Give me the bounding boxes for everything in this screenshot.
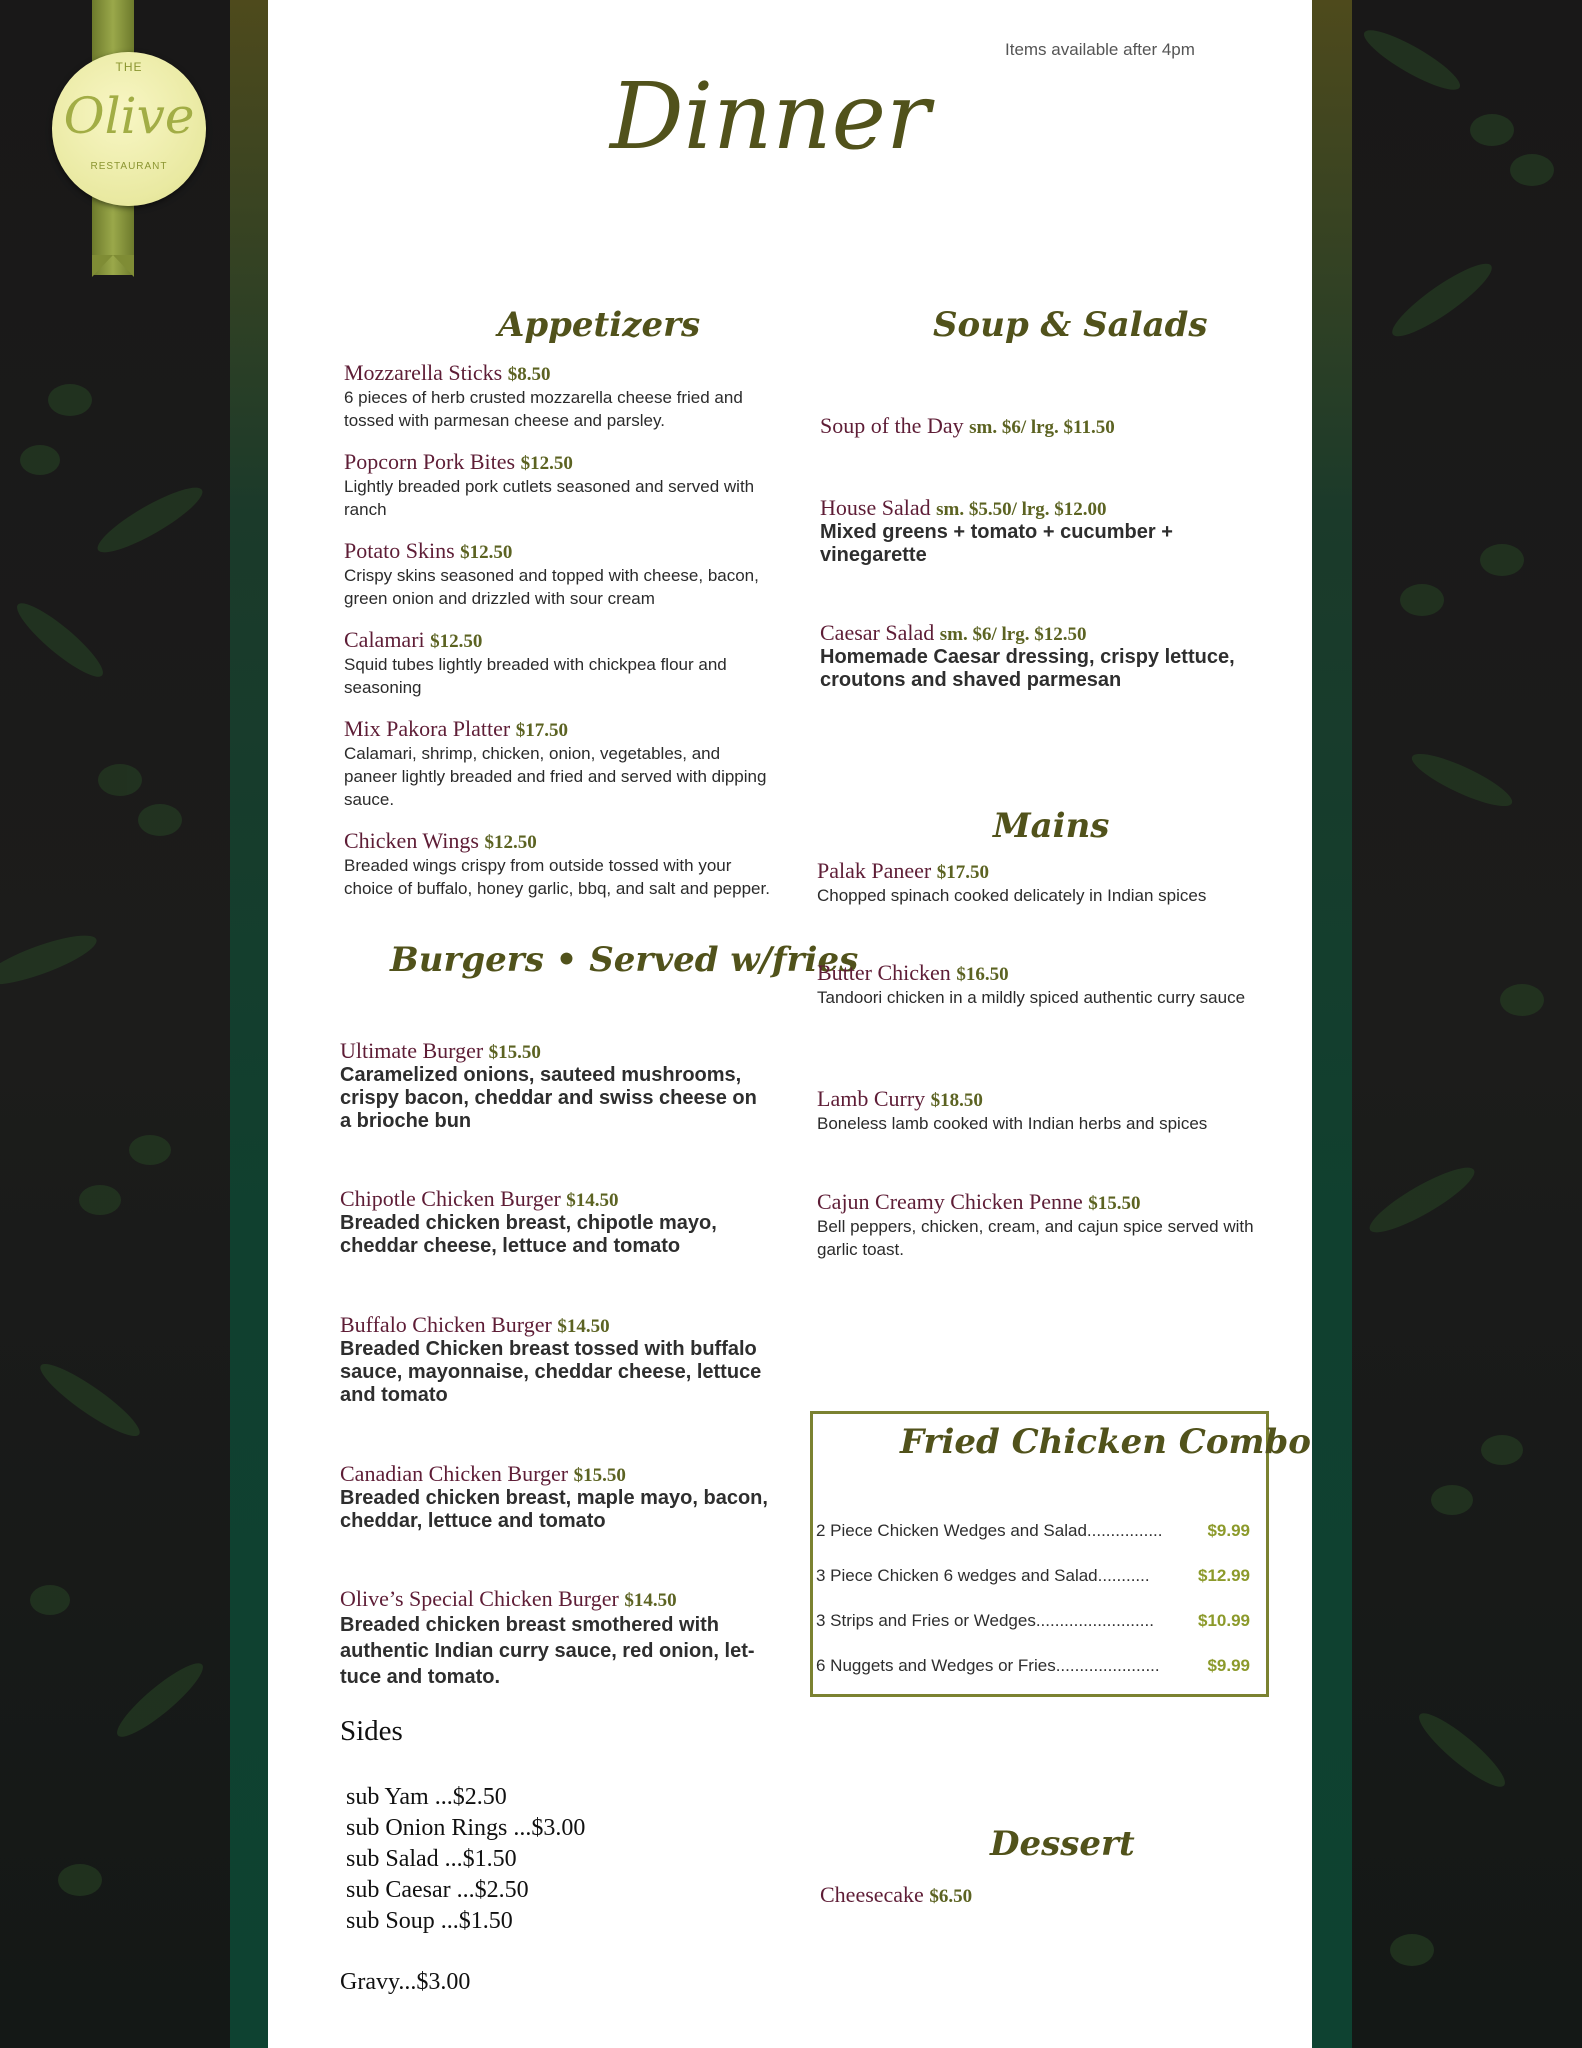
- item-name: Cheesecake: [820, 1882, 924, 1907]
- menu-item: [344, 828, 774, 900]
- item-description: Boneless lamb cooked with Indian herbs and spices: [817, 1114, 1208, 1133]
- side-item: sub Caesar ...$2.50: [346, 1877, 529, 1903]
- item-description: Breaded Chicken breast tossed with buffalo sauce, mayonnaise, cheddar cheese, lettuce and tomato: [340, 1338, 762, 1406]
- item-name-line: [817, 1189, 1257, 1215]
- item-name-line: [344, 716, 774, 742]
- item-name-line: [344, 360, 774, 386]
- item-description: Crispy skins seasoned and topped with cheese, bacon, green onion and drizzled with sour cream: [344, 566, 759, 608]
- item-name-line: [820, 620, 1240, 646]
- menu-item: [340, 1312, 770, 1407]
- combo-label: 6 Nuggets and Wedges or Fries......................: [816, 1656, 1160, 1675]
- page-title: Dinner: [609, 63, 931, 170]
- combo-label: 3 Piece Chicken 6 wedges and Salad...........: [816, 1566, 1150, 1585]
- item-description: Calamari, shrimp, chicken, onion, vegetables, and paneer lightly breaded and fried and served with dipping sauce.: [344, 744, 767, 809]
- item-name-line: [340, 1586, 760, 1612]
- side-item: sub Onion Rings ...$3.00: [346, 1815, 586, 1841]
- item-name-line: [820, 1882, 1120, 1908]
- combo-price: $9.99: [1207, 1521, 1250, 1540]
- soup-salads-heading: Soup & Salads: [933, 305, 1208, 345]
- item-name-line: [817, 960, 1247, 986]
- menu-item: [344, 716, 774, 811]
- item-name: Mozzarella Sticks: [344, 360, 503, 385]
- item-name-line: [820, 495, 1230, 521]
- mains-heading: Mains: [993, 806, 1110, 846]
- item-price: $17.50: [936, 862, 989, 883]
- item-name: Ultimate Burger: [340, 1038, 484, 1063]
- item-description: Mixed greens + tomato + cucumber + vinegarette: [820, 521, 1173, 566]
- left-green-stripe: [230, 0, 268, 2048]
- menu-item: [817, 960, 1247, 1009]
- item-description: Homemade Caesar dressing, crispy lettuce, croutons and shaved parmesan: [820, 646, 1235, 691]
- item-price: $8.50: [507, 364, 551, 385]
- item-name: Caesar Salad: [820, 620, 935, 645]
- sides-heading: Sides: [340, 1715, 403, 1747]
- item-name: Calamari: [344, 627, 425, 652]
- item-price: $15.50: [488, 1042, 541, 1063]
- burgers-heading: Burgers • Served w/fries: [390, 940, 859, 980]
- menu-item: [344, 449, 774, 521]
- item-name: Lamb Curry: [817, 1086, 926, 1111]
- item-name: Buffalo Chicken Burger: [340, 1312, 552, 1337]
- combo-label: 2 Piece Chicken Wedges and Salad................: [816, 1521, 1163, 1540]
- combo-row: [816, 1521, 1250, 1541]
- item-name: Butter Chicken: [817, 960, 951, 985]
- item-name: Olive’s Special Chicken Burger: [340, 1586, 619, 1611]
- item-price: $12.50: [460, 542, 513, 563]
- menu-item: [820, 620, 1240, 692]
- combo-price: $12.99: [1198, 1566, 1250, 1585]
- right-green-stripe: [1312, 0, 1352, 2048]
- side-item: sub Yam ...$2.50: [346, 1784, 507, 1810]
- item-name-line: [340, 1038, 770, 1064]
- logo-top-text: THE: [115, 60, 143, 74]
- item-name-line: [344, 538, 774, 564]
- item-price: $14.50: [557, 1316, 610, 1337]
- combo-price: $9.99: [1207, 1656, 1250, 1675]
- menu-item: [817, 858, 1257, 907]
- item-name: Potato Skins: [344, 538, 455, 563]
- background-left-panel: [0, 0, 230, 2048]
- item-name-line: [344, 449, 774, 475]
- item-name: Palak Paneer: [817, 858, 932, 883]
- olive-branch-pattern-left: [0, 0, 230, 2048]
- menu-item: [817, 1189, 1257, 1261]
- item-description: 6 pieces of herb crusted mozzarella cheese fried and tossed with parmesan cheese and parsley.: [344, 388, 743, 430]
- menu-item: [817, 1086, 1257, 1135]
- menu-item: [340, 1186, 770, 1258]
- menu-item: [340, 1461, 770, 1533]
- item-description: Breaded wings crispy from outside tossed with your choice of buffalo, honey garlic, bbq, and salt and pepper.: [344, 856, 770, 898]
- item-price: sm. $5.50/ lrg. $12.00: [936, 499, 1107, 520]
- item-name: Cajun Creamy Chicken Penne: [817, 1189, 1083, 1214]
- appetizers-heading: Appetizers: [498, 305, 701, 345]
- item-price: $14.50: [566, 1190, 619, 1211]
- item-name-line: [340, 1461, 770, 1487]
- item-description: Squid tubes lightly breaded with chickpea flour and seasoning: [344, 655, 727, 697]
- item-description: Tandoori chicken in a mildly spiced authentic curry sauce: [817, 988, 1246, 1007]
- item-price: $18.50: [930, 1090, 983, 1111]
- item-price: $14.50: [624, 1590, 677, 1611]
- item-name-line: [340, 1312, 770, 1338]
- item-description: Caramelized onions, sauteed mushrooms, crispy bacon, cheddar and swiss cheese on a brioche bun: [340, 1064, 757, 1132]
- item-name: Mix Pakora Platter: [344, 716, 511, 741]
- combo-row: [816, 1656, 1250, 1676]
- menu-item: [820, 1882, 1120, 1908]
- side-item: sub Soup ...$1.50: [346, 1908, 513, 1934]
- item-description: Breaded chicken breast smothered with authentic Indian curry sauce, red onion, let-tuce and tomato.: [340, 1614, 755, 1688]
- item-description: Breaded chicken breast, maple mayo, bacon, cheddar, lettuce and tomato: [340, 1487, 768, 1532]
- item-price: sm. $6/ lrg. $12.50: [939, 624, 1087, 645]
- menu-item: [344, 627, 774, 699]
- item-name-line: [817, 858, 1257, 884]
- menu-item: [340, 1038, 770, 1133]
- menu-item: [344, 360, 774, 432]
- item-price: $12.50: [430, 631, 483, 652]
- combo-price: $10.99: [1198, 1611, 1250, 1630]
- item-name-line: [344, 627, 774, 653]
- item-name-line: [344, 828, 774, 854]
- item-name-line: [820, 413, 1240, 439]
- item-name: Chipotle Chicken Burger: [340, 1186, 561, 1211]
- logo-word: Olive: [63, 87, 195, 145]
- item-description: Lightly breaded pork cutlets seasoned and served with ranch: [344, 477, 755, 519]
- item-price: $15.50: [1088, 1193, 1141, 1214]
- combo-heading: Fried Chicken Combo: [900, 1422, 1311, 1462]
- olive-branch-pattern-right: [1352, 0, 1582, 2048]
- background-right-panel: [1352, 0, 1582, 2048]
- item-description: Bell peppers, chicken, cream, and cajun spice served with garlic toast.: [817, 1217, 1254, 1259]
- item-name: Chicken Wings: [344, 828, 479, 853]
- availability-note: Items available after 4pm: [1005, 40, 1195, 59]
- menu-item: [820, 495, 1230, 567]
- item-price: $12.50: [520, 453, 573, 474]
- menu-item: [344, 538, 774, 610]
- combo-row: [816, 1566, 1250, 1586]
- item-description: Chopped spinach cooked delicately in Indian spices: [817, 886, 1207, 905]
- menu-item: [820, 413, 1240, 439]
- item-price: sm. $6/ lrg. $11.50: [969, 417, 1115, 438]
- menu-item: [340, 1586, 760, 1690]
- item-name: House Salad: [820, 495, 931, 520]
- item-name: Popcorn Pork Bites: [344, 449, 516, 474]
- item-price: $15.50: [573, 1465, 626, 1486]
- item-name: Canadian Chicken Burger: [340, 1461, 569, 1486]
- item-description: Breaded chicken breast, chipotle mayo, cheddar cheese, lettuce and tomato: [340, 1212, 717, 1257]
- logo-bottom-text: RESTAURANT: [90, 161, 168, 172]
- combo-row: [816, 1611, 1250, 1631]
- side-item: sub Salad ...$1.50: [346, 1846, 517, 1872]
- gravy-item: Gravy...$3.00: [340, 1969, 471, 1995]
- item-price: $17.50: [515, 720, 568, 741]
- item-price: $6.50: [929, 1886, 973, 1907]
- item-name: Soup of the Day: [820, 413, 964, 438]
- combo-label: 3 Strips and Fries or Wedges.........................: [816, 1611, 1154, 1630]
- item-price: $12.50: [484, 832, 537, 853]
- logo-ribbon-tail: [92, 255, 134, 277]
- item-name-line: [340, 1186, 770, 1212]
- item-name-line: [817, 1086, 1257, 1112]
- dessert-heading: Dessert: [990, 1824, 1135, 1864]
- olive-restaurant-logo: [52, 52, 206, 206]
- item-price: $16.50: [956, 964, 1009, 985]
